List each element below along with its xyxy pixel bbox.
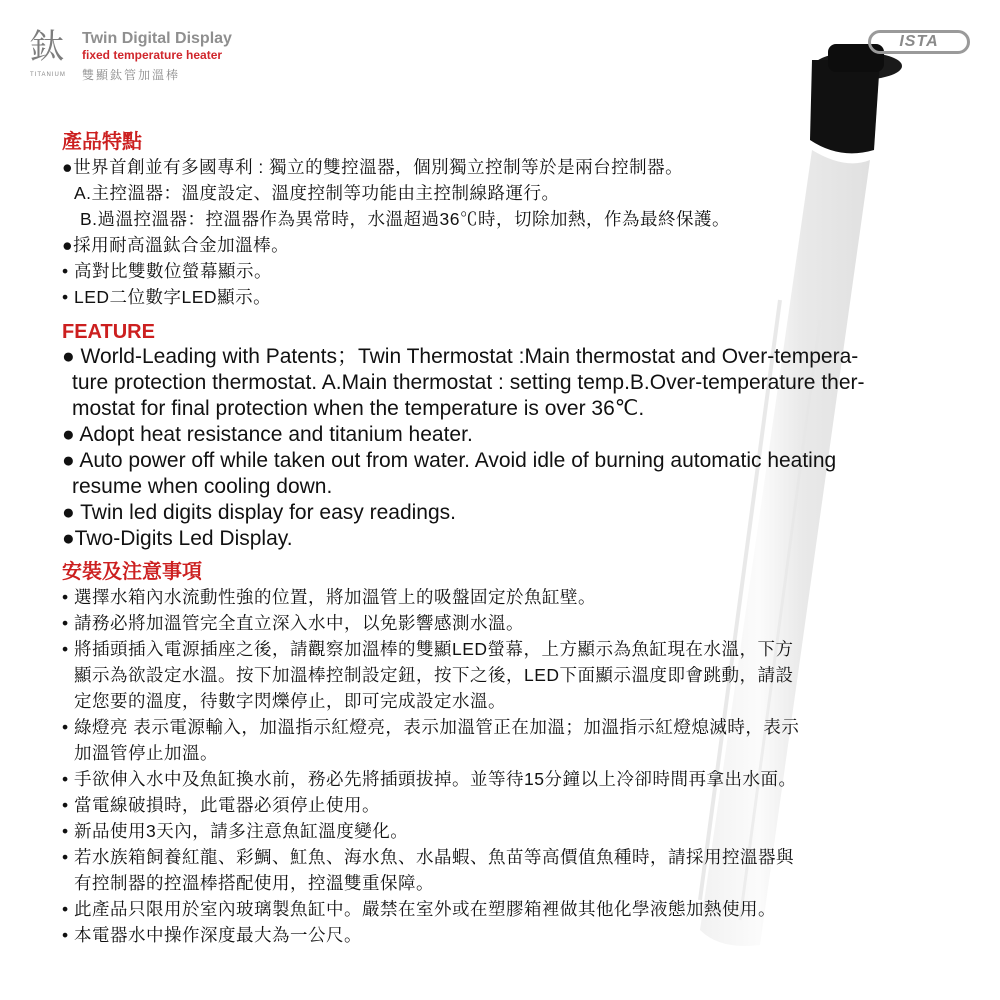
notes-zh-line: 顯示為欲設定水溫。按下加溫棒控制設定鈕，按下之後，LED下面顯示溫度即會跳動，請設 xyxy=(74,665,794,685)
features-en-line: ● Twin led digits display for easy readings. xyxy=(62,501,456,524)
notes-zh-line: • 手欲伸入水中及魚缸換水前，務必先將插頭拔掉。並等待15分鐘以上冷卻時間再拿出水面。 xyxy=(62,769,797,789)
product-title-en: Twin Digital Display xyxy=(82,30,232,47)
features-zh-line: ●採用耐高溫鈦合金加溫棒。 xyxy=(62,235,290,255)
features-en-line: ● Adopt heat resistance and titanium heater. xyxy=(62,423,473,446)
notes-zh-heading: 安裝及注意事項 xyxy=(62,561,202,583)
features-en-line: mostat for final protection when the temperature is over 36℃. xyxy=(72,397,645,420)
features-en-line: ● Auto power off while taken out from water. Avoid idle of burning automatic heating xyxy=(62,449,837,472)
features-en-line: ●Two-Digits Led Display. xyxy=(62,527,293,550)
features-en-heading: FEATURE xyxy=(62,321,155,343)
titanium-logo: 鈦 xyxy=(30,27,64,67)
brand-name: ISTA xyxy=(899,33,939,50)
features-zh-heading: 產品特點 xyxy=(62,131,142,153)
features-zh-line: • 高對比雙數位螢幕顯示。 xyxy=(62,261,272,281)
notes-zh-line: 定您要的溫度，待數字閃爍停止，即可完成設定水溫。 xyxy=(74,691,506,711)
titanium-logo-caption: TITANIUM xyxy=(30,72,66,78)
ista-brand-logo xyxy=(868,30,970,54)
notes-zh-line: • 當電線破損時，此電器必須停止使用。 xyxy=(62,795,380,815)
notes-zh-line: 加溫管停止加溫。 xyxy=(74,743,218,763)
features-zh-line: ●世界首創並有多國專利 : 獨立的雙控溫器，個別獨立控制等於是兩台控制器。 xyxy=(62,157,684,177)
notes-zh-line: • 此產品只限用於室內玻璃製魚缸中。嚴禁在室外或在塑膠箱裡做其他化學液態加熱使用。 xyxy=(62,899,776,919)
notes-zh-line: • 本電器水中操作深度最大為一公尺。 xyxy=(62,925,362,945)
notes-zh-line: • 若水族箱飼養紅龍、彩鯛、魟魚、海水魚、水晶蝦、魚苗等高價值魚種時，請採用控溫器與 xyxy=(62,847,794,867)
features-en-line: ● World-Leading with Patents；Twin Thermostat :Main thermostat and Over-tempera- xyxy=(62,345,859,368)
notes-zh-line: • 選擇水箱內水流動性強的位置，將加溫管上的吸盤固定於魚缸壁。 xyxy=(62,587,596,607)
product-title-zh: 雙顯鈦管加溫棒 xyxy=(82,68,181,82)
features-zh-line: • LED二位數字LED顯示。 xyxy=(62,287,272,307)
document-body xyxy=(62,130,952,948)
notes-zh-line: • 綠燈亮 表示電源輸入，加溫指示紅燈亮，表示加溫管正在加溫；加溫指示紅燈熄滅時，表示 xyxy=(62,717,800,737)
notes-zh-line: 有控制器的控溫棒搭配使用，控溫雙重保障。 xyxy=(74,873,434,893)
features-zh-line: A.主控溫器：溫度設定、溫度控制等功能由主控制線路運行。 xyxy=(74,183,560,203)
product-subtitle-en: fixed temperature heater xyxy=(82,48,223,62)
notes-zh-line: • 請務必將加溫管完全直立深入水中，以免影響感測水溫。 xyxy=(62,613,524,633)
features-zh-line: B.過溫控溫器：控溫器作為異常時，水溫超過36℃時，切除加熱，作為最終保護。 xyxy=(80,209,730,229)
features-en-line: resume when cooling down. xyxy=(72,475,333,498)
notes-zh-line: • 將插頭插入電源插座之後，請觀察加溫棒的雙顯LED螢幕，上方顯示為魚缸現在水溫，下方 xyxy=(62,639,794,659)
notes-zh-line: • 新品使用3天內，請多注意魚缸溫度變化。 xyxy=(62,821,409,841)
features-en-line: ture protection thermostat. A.Main thermostat : setting temp.B.Over-temperature ther- xyxy=(72,371,865,394)
